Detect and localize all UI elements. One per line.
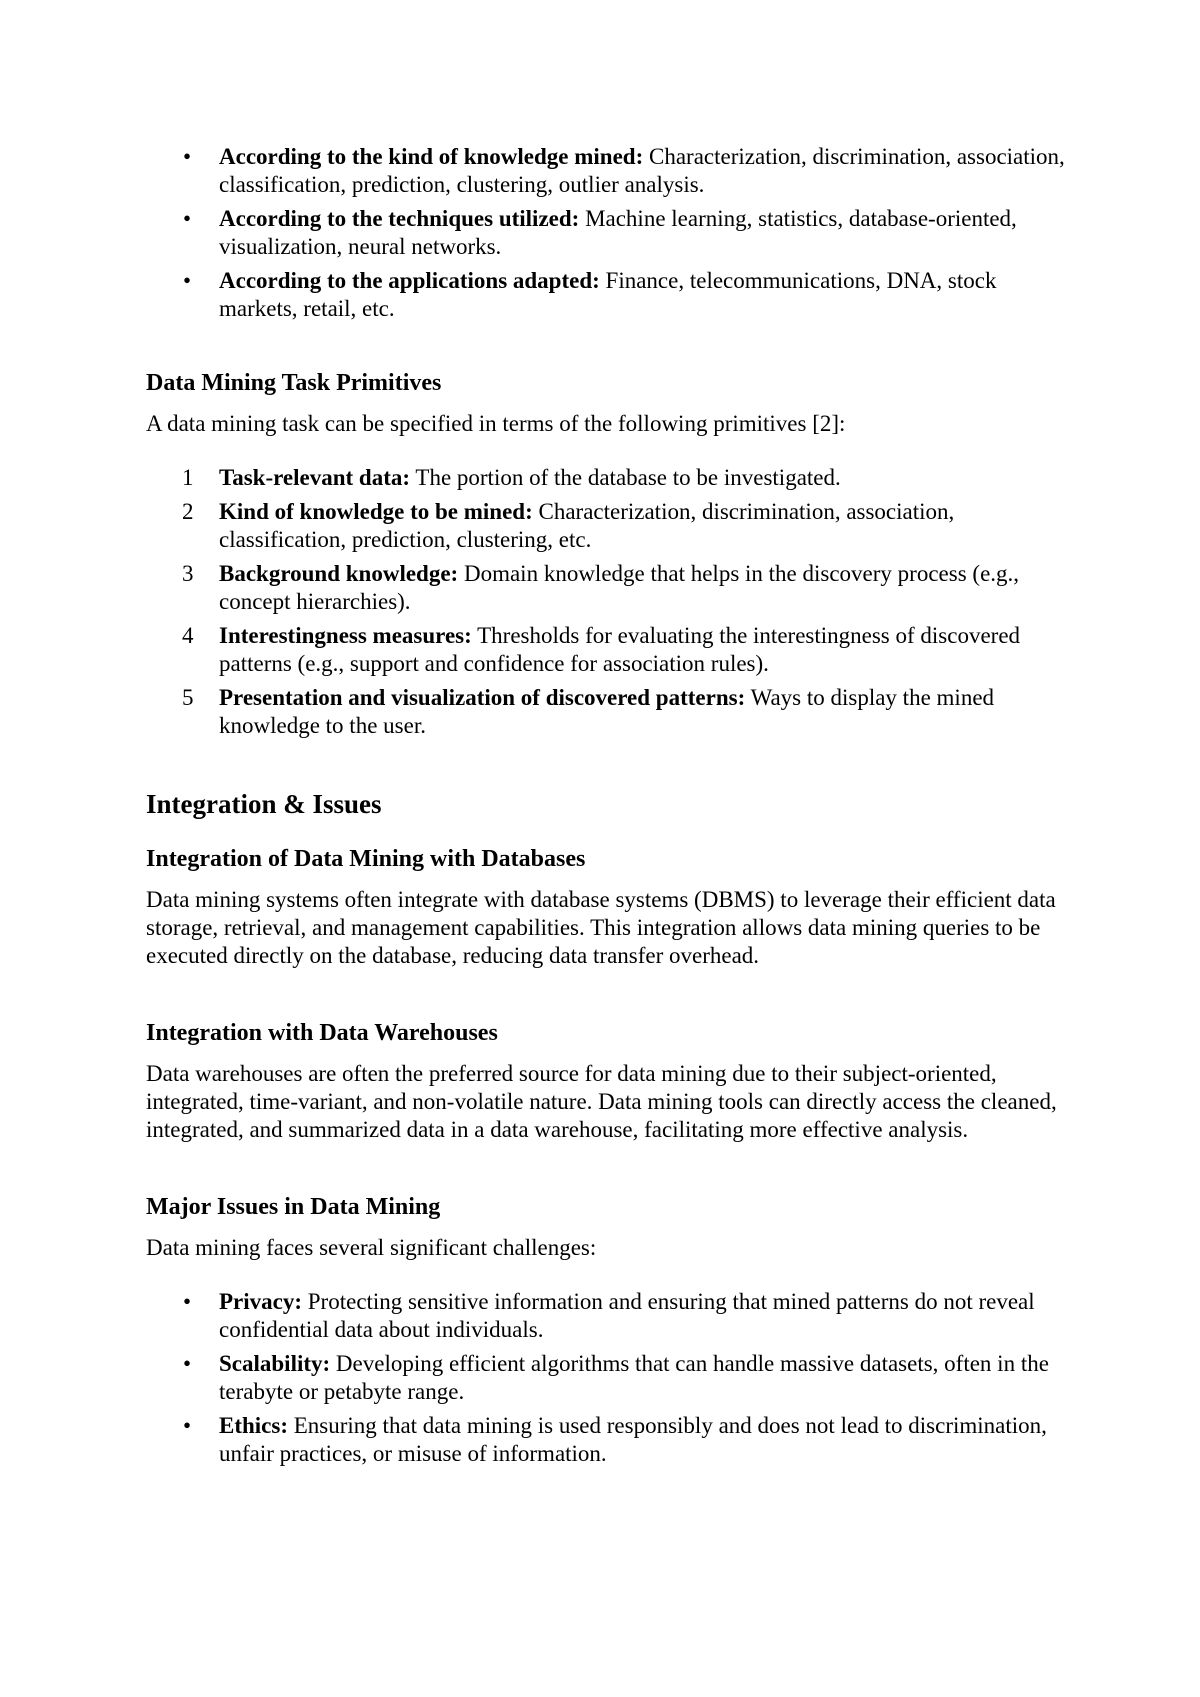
section-heading-primitives: Data Mining Task Primitives [146,370,442,396]
list-item-text: Domain knowledge that helps in the discovery process (e.g., concept hierarchies). [219,561,1020,614]
issues-intro: Data mining faces several significant challenges: [146,1235,597,1260]
warehouses-paragraph: Data warehouses are often the preferred source for data mining due to their subject-oriented, integrated, time-variant, and non-volatile nature. Data mining tools can directly access the cleaned, integrated, and summarized data in a data warehouse, facilitating more effective analysis. [146,1061,1057,1142]
list-item-term: Background knowledge: [219,561,459,586]
primitives-intro: A data mining task can be specified in terms of the following primitives [2]: [146,411,846,436]
list-item-number: 4 [182,623,194,648]
list-item-text: Ensuring that data mining is used responsibly and does not lead to discrimination, unfair practices, or misuse of information. [219,1413,1047,1466]
list-item-number: 5 [182,685,194,710]
list-item-text: Finance, telecommunications, DNA, stock markets, retail, etc. [219,268,997,321]
list-item-term: Kind of knowledge to be mined: [219,499,533,524]
list-item [146,622,1066,678]
bullet-icon: • [183,1351,192,1376]
list-item [146,464,1066,492]
list-item [146,143,1066,199]
list-item [146,1412,1066,1468]
list-item-text: Ways to display the mined knowledge to the user. [219,685,995,738]
list-item-text: Thresholds for evaluating the interestingness of discovered patterns (e.g., support and confidence for association rules). [219,623,1021,676]
list-item-term: According to the kind of knowledge mined: [219,144,644,169]
bullet-icon: • [183,1289,192,1314]
list-item-number: 2 [182,499,194,524]
list-item-term: Ethics: [219,1413,288,1438]
list-item-term: According to the applications adapted: [219,268,600,293]
list-item-text: Characterization, discrimination, association, classification, prediction, clustering, etc. [219,499,955,552]
page-content [146,143,1066,1468]
list-item-text: Machine learning, statistics, database-oriented, visualization, neural networks. [219,206,1017,259]
list-item [146,267,1066,323]
databases-paragraph: Data mining systems often integrate with database systems (DBMS) to leverage their efficient data storage, retrieval, and management capabilities. This integration allows data mining queries to be executed directly on the database, reducing data transfer overhead. [146,887,1056,968]
bullet-icon: • [183,144,192,169]
primitives-list [146,464,1066,740]
list-item-number: 1 [182,465,194,490]
list-item [146,205,1066,261]
list-item [146,684,1066,740]
list-item [146,560,1066,616]
list-item [146,1350,1066,1406]
list-item-term: Privacy: [219,1289,303,1314]
issues-list [146,1288,1066,1468]
list-item-term: Task-relevant data: [219,465,411,490]
section-heading-integration: Integration & Issues [146,789,382,819]
bullet-icon: • [183,1413,192,1438]
bullet-icon: • [183,268,192,293]
list-item-text: Developing efficient algorithms that can handle massive datasets, often in the terabyte or petabyte range. [219,1351,1049,1404]
list-item-number: 3 [182,561,194,586]
bullet-icon: • [183,206,192,231]
list-item-term: Scalability: [219,1351,331,1376]
list-item [146,498,1066,554]
list-item [146,1288,1066,1344]
list-item-term: Presentation and visualization of discovered patterns: [219,685,746,710]
subsection-heading-databases: Integration of Data Mining with Databases [146,846,586,872]
subsection-heading-warehouses: Integration with Data Warehouses [146,1020,498,1046]
section-heading-issues: Major Issues in Data Mining [146,1194,441,1220]
classification-list [146,143,1066,323]
list-item-text: Characterization, discrimination, association, classification, prediction, clustering, outlier analysis. [219,144,1065,197]
list-item-term: Interestingness measures: [219,623,472,648]
list-item-term: According to the techniques utilized: [219,206,580,231]
list-item-text: Protecting sensitive information and ensuring that mined patterns do not reveal confidential data about individuals. [219,1289,1035,1342]
list-item-text: The portion of the database to be investigated. [415,465,841,490]
